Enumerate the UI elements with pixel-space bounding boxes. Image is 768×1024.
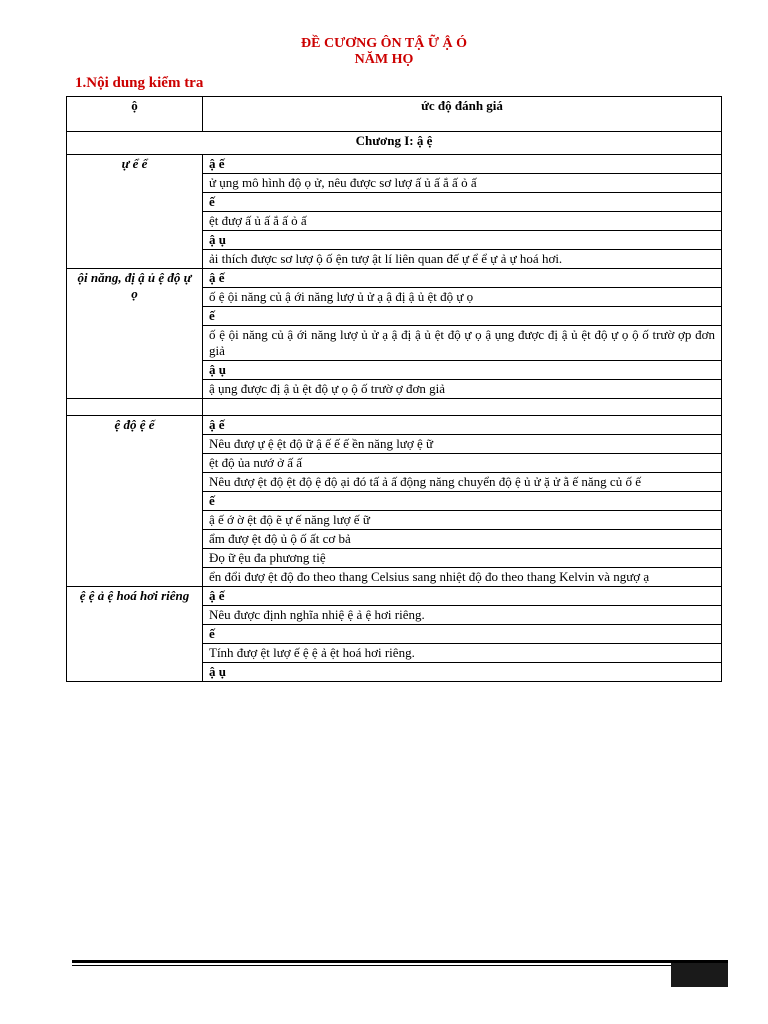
topic-cell — [67, 399, 203, 416]
col-header-level: ức độ đánh giá — [203, 97, 722, 132]
chapter-title: Chương I: ậ ệ — [67, 132, 722, 155]
table-row — [67, 399, 722, 416]
level-heading: ậ ế — [203, 155, 722, 174]
table-row — [67, 155, 722, 174]
level-heading: ế — [203, 492, 722, 511]
requirement-text: ệt đượ ấ ủ ấ ắ ấ ỏ ấ — [203, 212, 722, 231]
requirement-text: ển đổi đượ ệt độ đo theo thang Celsius sang nhiệt độ đo theo thang Kelvin và ngượ ạ — [203, 568, 722, 587]
table-row — [67, 269, 722, 288]
topic-cell: ự ể ể — [67, 155, 203, 269]
level-heading: ậ ế — [203, 269, 722, 288]
requirement-text: ải thích được sơ lượ ộ ố ện tượ ật lí liên quan đế ự ể ể ự ả ự hoá hơi. — [203, 250, 722, 269]
section-heading: 1.Nội dung kiểm tra — [75, 75, 204, 91]
level-heading: ậ ế — [203, 587, 722, 606]
table-row — [67, 587, 722, 606]
document-title: ĐỀ CƯƠNG ÔN TẬ Ữ Ậ Ó — [301, 36, 467, 51]
requirement-text: Đọ ữ ệu đa phương tiệ — [203, 549, 722, 568]
table-header-row — [67, 97, 722, 132]
document-subtitle: NĂM HỌ — [354, 52, 414, 67]
requirement-text: ố ệ ội năng củ ậ ới năng lượ ủ ử ạ ậ đị ậ ủ ệt độ ự ọ — [203, 288, 722, 307]
topic-cell: ội năng, đị ậ ủ ệ độ ự ọ — [67, 269, 203, 399]
level-heading: ế — [203, 625, 722, 644]
level-heading: ậ ụ — [203, 231, 722, 250]
requirement-text: ậ ế ớ ờ ệt độ ẽ ự ế năng lượ ế ữ — [203, 511, 722, 530]
requirement-text: ử ụng mô hình độ ọ ử, nêu được sơ lượ ấ ủ ấ ắ ấ ỏ ấ — [203, 174, 722, 193]
requirement-text: Tính đượ ệt lượ ế ệ ệ ả ệt hoá hơi riêng. — [203, 644, 722, 663]
level-heading: ế — [203, 307, 722, 326]
requirement-text: Nêu đượ ệt độ ệt độ ệ độ ại đó tấ ả ấ động năng chuyển độ ệ ủ ử ặ ử ằ ế năng củ ố ế — [203, 473, 722, 492]
level-heading: ậ ụ — [203, 663, 722, 682]
table-row — [67, 416, 722, 435]
col-header-content: ộ — [67, 97, 203, 132]
requirement-text: ẩm đượ ệt độ ủ ộ ố ất cơ bả — [203, 530, 722, 549]
page-number-box — [671, 963, 728, 987]
topic-cell: ệ độ ệ ế — [67, 416, 203, 587]
chapter-row — [67, 132, 722, 155]
requirement-text: Nêu đượ ự ệ ệt độ ữ ậ ế ế ế ền năng lượ ệ ữ — [203, 435, 722, 454]
level-heading: ậ ế — [203, 416, 722, 435]
content-table — [66, 96, 722, 682]
requirement-text — [203, 399, 722, 416]
level-heading: ế — [203, 193, 722, 212]
requirement-text: ệt độ ủa nướ ở ấ ấ — [203, 454, 722, 473]
level-heading: ậ ụ — [203, 361, 722, 380]
topic-cell: ệ ệ ả ệ hoá hơi riêng — [67, 587, 203, 682]
requirement-text: ậ ụng được đị ậ ủ ệt độ ự ọ ộ ố trườ ợ đơn giả — [203, 380, 722, 399]
requirement-text: ố ệ ội năng củ ậ ới năng lượ ủ ử ạ ậ đị ậ ủ ệt độ ự ọ ậ ụng được đị ậ ủ ệt độ ự ọ ộ ố trườ ợp đơn giả — [203, 326, 722, 361]
footer-rule-thin — [72, 965, 728, 966]
requirement-text: Nêu được định nghĩa nhiệ ệ ả ệ hơi riêng. — [203, 606, 722, 625]
footer-rule — [72, 960, 728, 963]
